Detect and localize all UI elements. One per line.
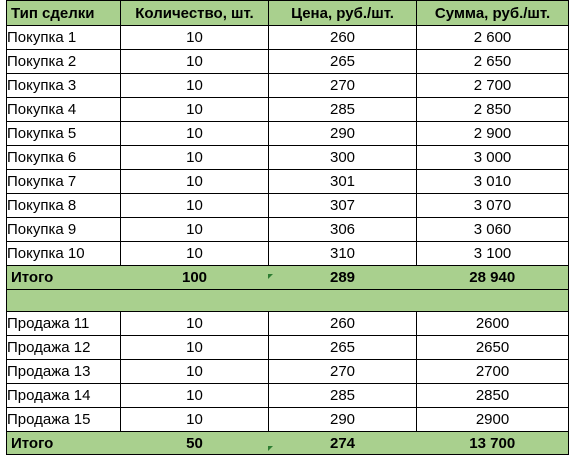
sale-row xyxy=(7,408,569,432)
empty-cell[interactable] xyxy=(121,290,269,312)
total-price-cell[interactable]: 274 xyxy=(269,432,417,455)
quantity-cell[interactable]: 10 xyxy=(121,122,269,146)
total-quantity-cell[interactable]: 50 xyxy=(121,432,269,455)
sum-cell[interactable]: 2850 xyxy=(417,384,569,408)
purchase-row xyxy=(7,98,569,122)
empty-cell[interactable] xyxy=(7,290,121,312)
quantity-cell[interactable]: 10 xyxy=(121,218,269,242)
sales-total-section xyxy=(7,432,569,455)
total-label-cell[interactable]: Итого xyxy=(7,432,121,455)
type-cell[interactable]: Покупка 9 xyxy=(7,218,121,242)
type-cell[interactable]: Покупка 4 xyxy=(7,98,121,122)
quantity-cell[interactable]: 10 xyxy=(121,170,269,194)
quantity-cell[interactable]: 10 xyxy=(121,242,269,266)
purchase-row xyxy=(7,218,569,242)
price-cell[interactable]: 260 xyxy=(269,26,417,50)
sum-cell[interactable]: 2 600 xyxy=(417,26,569,50)
empty-cell[interactable] xyxy=(269,290,417,312)
purchase-row xyxy=(7,146,569,170)
purchases-total-spacer-row xyxy=(7,290,569,312)
quantity-cell[interactable]: 10 xyxy=(121,194,269,218)
formula-warning-marker-icon[interactable] xyxy=(268,446,273,451)
type-cell[interactable]: Продажа 12 xyxy=(7,336,121,360)
price-cell[interactable]: 290 xyxy=(269,122,417,146)
purchases-total-section xyxy=(7,266,569,312)
type-cell[interactable]: Продажа 11 xyxy=(7,312,121,336)
quantity-cell[interactable]: 10 xyxy=(121,74,269,98)
quantity-cell[interactable]: 10 xyxy=(121,50,269,74)
price-cell[interactable]: 265 xyxy=(269,336,417,360)
purchase-row xyxy=(7,74,569,98)
sum-cell[interactable]: 3 100 xyxy=(417,242,569,266)
purchase-row xyxy=(7,242,569,266)
quantity-cell[interactable]: 10 xyxy=(121,312,269,336)
purchase-row xyxy=(7,50,569,74)
empty-cell[interactable] xyxy=(417,290,569,312)
sum-cell[interactable]: 2 850 xyxy=(417,98,569,122)
header-price[interactable]: Цена, руб./шт. xyxy=(269,1,417,26)
total-sum-cell[interactable]: 13 700 xyxy=(417,432,569,455)
type-cell[interactable]: Продажа 13 xyxy=(7,360,121,384)
purchase-row xyxy=(7,170,569,194)
purchases-total-row xyxy=(7,266,569,290)
type-cell[interactable]: Покупка 2 xyxy=(7,50,121,74)
sale-row xyxy=(7,312,569,336)
header-type[interactable]: Тип сделки xyxy=(7,1,121,26)
total-label-cell[interactable]: Итого xyxy=(7,266,121,290)
price-cell[interactable]: 270 xyxy=(269,360,417,384)
sum-cell[interactable]: 3 000 xyxy=(417,146,569,170)
price-cell[interactable]: 260 xyxy=(269,312,417,336)
price-cell[interactable]: 285 xyxy=(269,98,417,122)
sum-cell[interactable]: 2 650 xyxy=(417,50,569,74)
type-cell[interactable]: Покупка 10 xyxy=(7,242,121,266)
purchase-row xyxy=(7,26,569,50)
formula-warning-marker-icon[interactable] xyxy=(268,274,273,279)
type-cell[interactable]: Покупка 5 xyxy=(7,122,121,146)
sale-row xyxy=(7,336,569,360)
header-quantity[interactable]: Количество, шт. xyxy=(121,1,269,26)
sale-row xyxy=(7,360,569,384)
total-price-cell[interactable]: 289 xyxy=(269,266,417,290)
quantity-cell[interactable]: 10 xyxy=(121,146,269,170)
sum-cell[interactable]: 3 060 xyxy=(417,218,569,242)
price-cell[interactable]: 290 xyxy=(269,408,417,432)
type-cell[interactable]: Покупка 8 xyxy=(7,194,121,218)
sales-total-row xyxy=(7,432,569,455)
sales-section xyxy=(7,312,569,432)
type-cell[interactable]: Покупка 3 xyxy=(7,74,121,98)
price-cell[interactable]: 306 xyxy=(269,218,417,242)
purchases-section xyxy=(7,26,569,266)
price-cell[interactable]: 307 xyxy=(269,194,417,218)
price-cell[interactable]: 270 xyxy=(269,74,417,98)
sum-cell[interactable]: 2 700 xyxy=(417,74,569,98)
quantity-cell[interactable]: 10 xyxy=(121,336,269,360)
purchase-row xyxy=(7,194,569,218)
sum-cell[interactable]: 2650 xyxy=(417,336,569,360)
quantity-cell[interactable]: 10 xyxy=(121,408,269,432)
price-cell[interactable]: 300 xyxy=(269,146,417,170)
quantity-cell[interactable]: 10 xyxy=(121,26,269,50)
quantity-cell[interactable]: 10 xyxy=(121,98,269,122)
sum-cell[interactable]: 2 900 xyxy=(417,122,569,146)
sum-cell[interactable]: 2900 xyxy=(417,408,569,432)
total-quantity-cell[interactable]: 100 xyxy=(121,266,269,290)
type-cell[interactable]: Продажа 15 xyxy=(7,408,121,432)
sum-cell[interactable]: 3 010 xyxy=(417,170,569,194)
sale-row xyxy=(7,384,569,408)
type-cell[interactable]: Покупка 6 xyxy=(7,146,121,170)
header-row xyxy=(7,1,569,26)
deals-table xyxy=(6,0,569,455)
type-cell[interactable]: Покупка 1 xyxy=(7,26,121,50)
price-cell[interactable]: 310 xyxy=(269,242,417,266)
quantity-cell[interactable]: 10 xyxy=(121,360,269,384)
quantity-cell[interactable]: 10 xyxy=(121,384,269,408)
sum-cell[interactable]: 3 070 xyxy=(417,194,569,218)
purchase-row xyxy=(7,122,569,146)
header-sum[interactable]: Сумма, руб./шт. xyxy=(417,1,569,26)
type-cell[interactable]: Покупка 7 xyxy=(7,170,121,194)
price-cell[interactable]: 301 xyxy=(269,170,417,194)
sum-cell[interactable]: 2700 xyxy=(417,360,569,384)
sum-cell[interactable]: 2600 xyxy=(417,312,569,336)
price-cell[interactable]: 265 xyxy=(269,50,417,74)
total-sum-cell[interactable]: 28 940 xyxy=(417,266,569,290)
price-cell[interactable]: 285 xyxy=(269,384,417,408)
type-cell[interactable]: Продажа 14 xyxy=(7,384,121,408)
